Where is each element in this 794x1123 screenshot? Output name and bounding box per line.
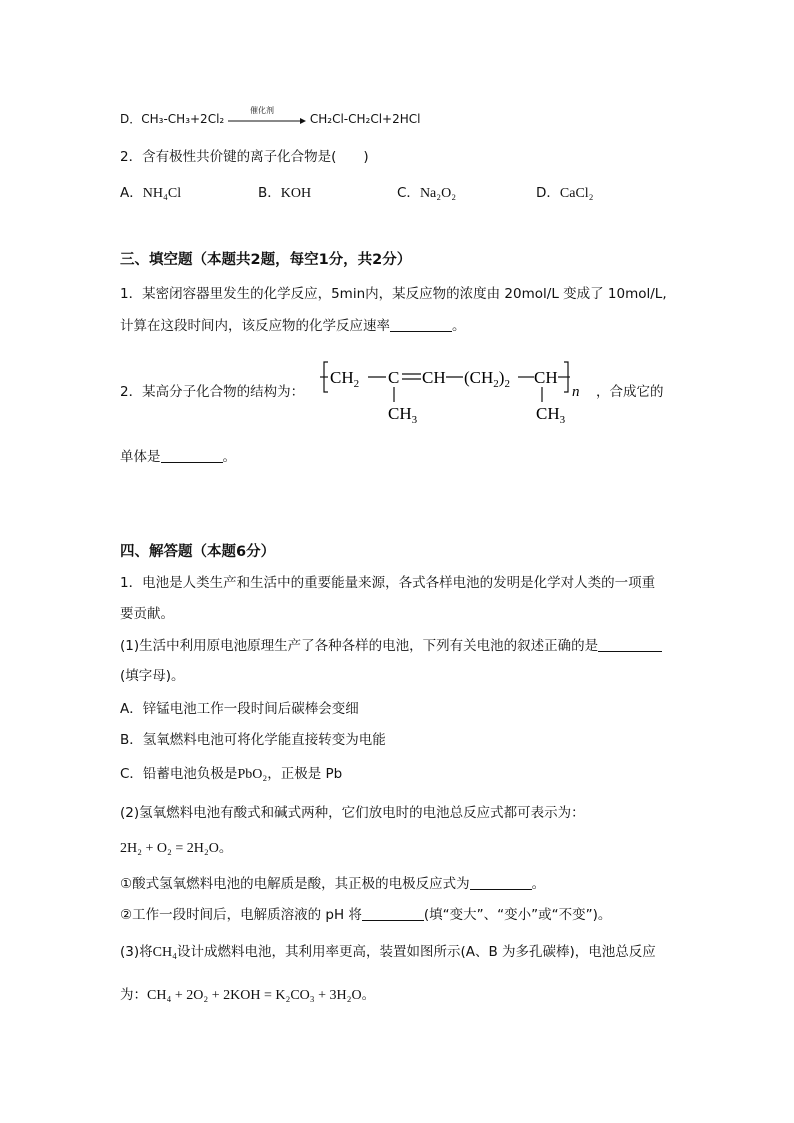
answer-blank[interactable] <box>362 906 424 921</box>
part-1-option-c[interactable]: C．铅蓄电池负极是PbO₂，正极是 Pb <box>120 766 343 782</box>
section-3-title: 三、填空题（本题共2题，每空1分，共2分） <box>120 252 412 268</box>
answer-blank[interactable] <box>390 317 452 332</box>
fill-question-2-suffix: ，合成它的 <box>596 384 664 400</box>
ch-group: CH <box>422 368 446 387</box>
formula: PbO₂ <box>237 767 268 782</box>
part-1-line1: (1)生活中利用原电池原理生产了各种各样的电池，下列有关电池的叙述正确的是 <box>120 634 662 654</box>
part-1-option-a[interactable]: A．锌锰电池工作一段时间后碳棒会变细 <box>120 701 359 717</box>
q2-option-a[interactable]: A．NH₄Cl <box>120 185 182 201</box>
part-2-equation: 2H₂ + O₂ = 2H₂O。 <box>120 840 233 856</box>
ch3-branch-1: $CH_3$ <box>388 404 418 426</box>
reaction-arrow <box>228 105 306 127</box>
ch-end-group: CH <box>534 368 558 387</box>
ch2n-group: $(CH_2)_2$ <box>464 368 510 390</box>
part-1-option-b[interactable]: B．氢氧燃料电池可将化学能直接转变为电能 <box>120 732 386 748</box>
formula: NH₄Cl <box>142 186 182 201</box>
part-3-line1: (3)将CH₄设计成燃料电池，其利用率更高，装置如图所示(A、B 为多孔碳棒)，电池总反应 <box>120 944 656 960</box>
part-2-sub-2: ②工作一段时间后，电解质溶液的 pH 将 (填“变大”、“变小”或“不变”)。 <box>120 907 612 923</box>
repeat-n: n <box>572 384 580 400</box>
reactants: CH₃-CH₃+2Cl₂ <box>141 112 225 126</box>
catalyst-condition: 催化剂 <box>250 105 275 115</box>
formula: KOH <box>280 186 312 201</box>
part-1-line2: (填字母)。 <box>120 668 185 684</box>
option-d-reaction <box>120 105 421 127</box>
answer-blank[interactable] <box>161 448 223 463</box>
formula: CaCl₂ <box>559 186 594 201</box>
fill-question-2-line2: 单体是 。 <box>120 449 236 465</box>
q2-option-d[interactable]: D．CaCl₂ <box>536 185 594 201</box>
polymer-structure <box>318 356 598 430</box>
formula: CH₄ <box>152 945 177 960</box>
c-atom: C <box>388 368 400 387</box>
fill-question-1-line1: 1．某密闭容器里发生的化学反应，5min内，某反应物的浓度由 20mol/L 变成了 10mol/L, <box>120 286 667 302</box>
answer-intro-line2: 要贡献。 <box>120 606 174 622</box>
formula: Na₂O₂ <box>419 186 457 201</box>
part-2-intro: (2)氢氧燃料电池有酸式和碱式两种，它们放电时的电池总反应式都可表示为： <box>120 805 585 821</box>
answer-blank[interactable] <box>598 637 662 652</box>
answer-blank[interactable] <box>470 875 532 890</box>
formula: 2H₂ + O₂ = 2H₂O <box>120 841 219 856</box>
ch2-group: $CH_2$ <box>330 368 360 390</box>
products: CH₂Cl-CH₂Cl+2HCl <box>309 112 421 126</box>
option-label: D． <box>120 112 142 126</box>
formula: CH₄ + 2O₂ + 2KOH = K₂CO₃ + 3H₂O <box>147 988 362 1003</box>
section-4-title: 四、解答题（本题6分） <box>120 544 276 560</box>
q2-option-c[interactable]: C．Na₂O₂ <box>397 185 457 201</box>
fill-question-2-prefix: 2．某高分子化合物的结构为： <box>120 384 305 400</box>
fill-question-1-line2: 计算在这段时间内，该反应物的化学反应速率 。 <box>120 318 466 334</box>
answer-intro-line1: 1．电池是人类生产和生活中的重要能量来源，各式各样电池的发明是化学对人类的一项重 <box>120 575 656 591</box>
part-2-sub-1: ①酸式氢氧燃料电池的电解质是酸，其正极的电极反应式为 。 <box>120 876 546 892</box>
arrow-icon <box>228 117 306 125</box>
q2-option-b[interactable]: B．KOH <box>258 185 312 201</box>
part-3-line2: 为：CH₄ + 2O₂ + 2KOH = K₂CO₃ + 3H₂O。 <box>120 987 376 1003</box>
question-2: 2．含有极性共价键的离子化合物是( ) <box>120 149 369 165</box>
ch3-branch-2: $CH_3$ <box>536 404 566 426</box>
